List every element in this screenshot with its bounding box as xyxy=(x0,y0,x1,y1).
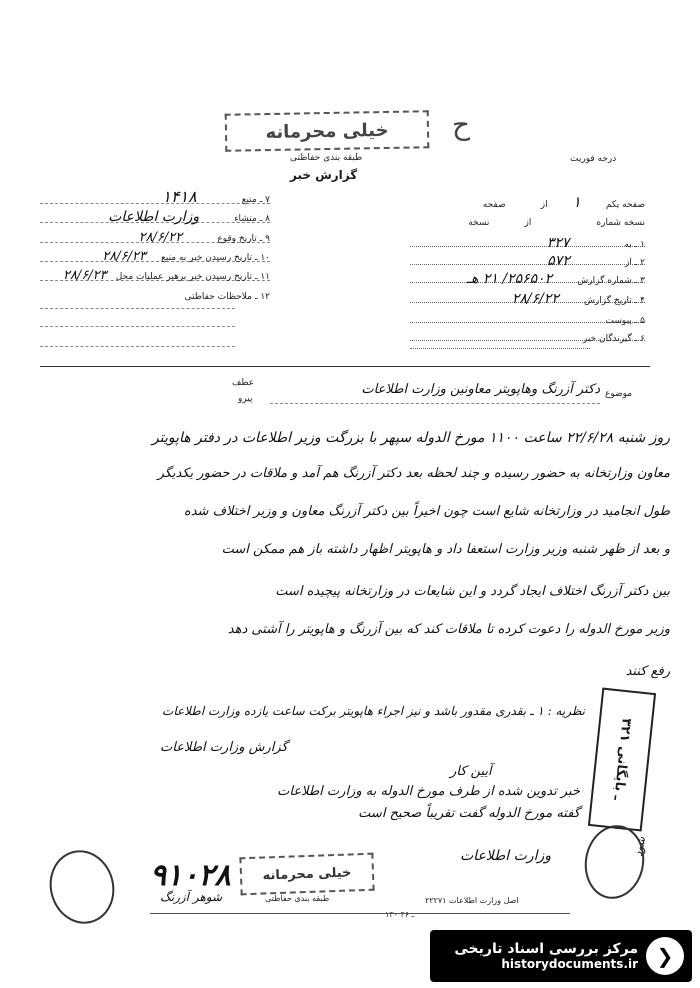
field-security-notes: ۱۲ ـ ملاحظات حفاظتی xyxy=(184,292,270,302)
body-line-1: روز شنبه ۲۲/۶/۲۸ ساعت ۱۱۰۰ مورخ الدوله سپهر با بزرگت وزیر اطلاعات در دفتر هاپویتر xyxy=(152,430,670,446)
watermark-title: مرکز بررسی اسناد تاریخی xyxy=(454,941,638,957)
body-line-5: بین دکتر آزرنگ اختلاف ایجاد گردد و این شایعات در وزارتخانه پیچیده است xyxy=(275,584,670,599)
report-title: گزارش خبر xyxy=(290,168,358,182)
watermark-url[interactable]: historydocuments.ir xyxy=(501,957,638,971)
notes-line-1 xyxy=(40,308,235,309)
form-number: ۱۳۰ ـ ۴۶ xyxy=(385,910,414,919)
note-line-1: نظریه : ۱ ـ بقدری مقدور باشد و نیز اجراء هاپویتر برکت ساعت یازده وزارت اطلاعات xyxy=(162,704,585,718)
subject-label: موضوع xyxy=(605,389,633,399)
body-line-7: رفع کنند xyxy=(625,664,670,679)
signature: وزارت اطلاعات xyxy=(460,848,551,864)
field-report-number: ۳ ـ شماره گزارش ۲۵۶۵۰۲/ ۲۱ هـ xyxy=(410,268,645,283)
priority-label: درجه فوریت xyxy=(570,154,617,164)
field-event-date: ۹ ـ تاریخ وقوع ۲۸/۶/۲۲ xyxy=(40,226,270,243)
peyro-label: پیرو xyxy=(238,394,253,404)
field-from: ۲ ـ از ۵۷۲ xyxy=(410,250,645,265)
field-source-receive-date: ۱۰ ـ تاریخ رسیدن خبر به منبع ۲۸/۶/۲۳ xyxy=(40,245,270,262)
field-ops-receive-date: ۱۱ ـ تاریخ رسیدن خبر برهبر عملیات محل ۲۸/۶/۲۳ xyxy=(40,264,270,281)
notes-line-3 xyxy=(40,346,235,347)
subject-value: دکتر آزرنگ وهاپویتر معاونین وزارت اطلاعات xyxy=(361,382,600,397)
field-report-date: ۴ ـ تاریخ گزارش ۲۸/۶/۲۲ xyxy=(410,288,645,303)
top-stamp-char: ح xyxy=(452,108,471,141)
top-classification-stamp: خیلی محرمانه xyxy=(225,110,430,152)
note-line-5: گفته مورخ الدوله گفت تقریباً صحیح است xyxy=(358,806,580,821)
file-number: ۹۱۰۲۸ xyxy=(150,858,231,893)
body-line-4: و بعد از ظهر شنبه وزیر وزارت استعفا داد و هاپویتر اظهار داشته باز هم ممکن است xyxy=(221,542,670,557)
watermark-text xyxy=(454,941,638,971)
note-line-4: خبر تدوین شده از طرف مورخ الدوله به وزارت اطلاعات xyxy=(277,784,580,799)
field-page: صفحه یکم ۱ از صفحه xyxy=(482,193,645,211)
bottom-classification-label: طبقه بندی حفاظتی xyxy=(265,894,330,903)
watermark-logo-icon: ❯ xyxy=(646,937,684,975)
body-line-2: معاون وزارتخانه به حضور رسیده و چند لحظه بعد دکتر آزرنگ هم آمد و ملاقات در حضور یکدیگر xyxy=(157,466,670,481)
recipients-line xyxy=(410,346,590,349)
classification-label: طبقه بندی حفاظتی xyxy=(290,153,363,163)
field-origin: ۸ ـ منشاء وزارت اطلاعات xyxy=(40,206,270,223)
note-line-3: گزارش وزارت اطلاعات xyxy=(160,740,288,755)
field-copy: نسخه شماره از نسخه xyxy=(468,218,645,228)
bottom-classification-stamp: خیلی محرمانه xyxy=(239,853,374,896)
atf-label: عطف xyxy=(232,378,255,388)
footer-rule xyxy=(150,913,570,914)
body-line-3: طول انجامید در وزارتخانه شایع است چون اخیراً بین دکتر آزرنگ معاون و وزیر اختلاف شده xyxy=(183,504,670,519)
form-code: اصل وزارت اطلاعات ۲۲۲۷۱ xyxy=(425,896,519,905)
archive-stamp-note: شود xyxy=(631,835,649,858)
field-attachment: ۵ ـ پیوست xyxy=(410,308,645,323)
file-subnote: شوهر آزرنگ xyxy=(160,890,223,904)
header-divider xyxy=(40,366,650,367)
watermark-banner[interactable] xyxy=(430,930,692,982)
body-line-6: وزیر مورخ الدوله را دعوت کرده تا ملاقات کند که بین آزرنگ و هاپویتر را آشتی دهد xyxy=(227,622,670,637)
notes-line-2 xyxy=(40,326,235,327)
field-to: ۱ ـ به ۳۲۷ xyxy=(410,232,645,247)
subject-line xyxy=(270,403,600,404)
field-recipients: ۶ ـ گیرندگان خبر xyxy=(410,326,645,341)
archive-stamp-box: ۳۲۱ ـ بایگانی xyxy=(588,688,656,832)
right-oval-stamp xyxy=(579,820,650,903)
left-oval-stamp xyxy=(42,843,123,931)
field-source: ۷ ـ منبع ۱۴۱۸ xyxy=(40,187,270,204)
note-line-2: آیین کار xyxy=(450,764,492,779)
